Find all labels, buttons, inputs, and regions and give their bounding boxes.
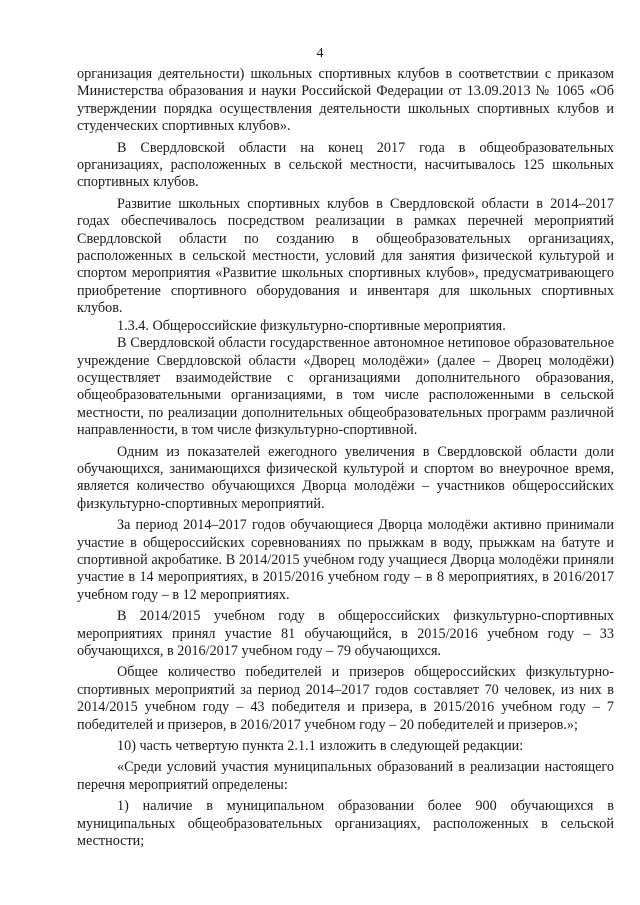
paragraph: В 2014/2015 учебном году в общероссийских физкультурно-спортивных мероприятиях принял участие 81 обучающийся, в 2015/2016 учебном году – 33 обучающихся, в 2016/2017 учебном году – 79 обучающихся. [77,608,614,659]
page-number: 4 [316,46,324,61]
amendment-item: 10) часть четвертую пункта 2.1.1 изложить в следующей редакции: [117,738,524,755]
quoted-paragraph: «Среди условий участия муниципальных образований в реализации настоящего перечня мероприятий определены: [77,759,614,793]
paragraph: Развитие школьных спортивных клубов в Свердловской области в 2014–2017 годах обеспечивалось посредством реализации в рамках перечней мероприятий Свердловской области по созданию в общеобразовательных организациях, расположенных в сельской местности, условий для занятия физической культурой и спортом мероприятия «Развитие школьных спортивных клубов», предусматривающего приобретение спортивного оборудования и инвентаря для школьных спортивных клубов. [77,195,614,317]
section-heading: 1.3.4. Общероссийские физкультурно-спортивные мероприятия. [117,317,506,334]
paragraph: Общее количество победителей и призеров общероссийских физкультурно-спортивных мероприятий за период 2014–2017 годов составляет 70 человек, из них в 2014/2015 учебном году – 43 победителя и призера, в 2015/2016 учебном году – 7 победителей и призеров, в 2016/2017 учебном году – 20 победителей и призеров.»; [77,664,614,733]
paragraph: В Свердловской области на конец 2017 года в общеобразовательных организациях, расположенных в сельской местности, насчитывалось 125 школьных спортивных клубов. [77,139,614,191]
list-item: 1) наличие в муниципальном образовании более 900 обучающихся в муниципальных общеобразовательных организациях, расположенных в сельской местности; [77,798,614,850]
paragraph: организация деятельности) школьных спортивных клубов в соответствии с приказом Министерства образования и науки Российской Федерации от 13.09.2013 № 1065 «Об утверждении порядка осуществления деятельности школьных спортивных клубов и студенческих спортивных клубов». [77,66,614,135]
paragraph: В Свердловской области государственное автономное нетиповое образовательное учреждение Свердловской области «Дворец молодёжи» (далее – Дворец молодёжи) осуществляет взаимодействие с организациями дополнительного образования, общеобразовательными организациями, в том числе расположенными в сельской местности, по реализации дополнительных общеобразовательных программ различной направленности, в том числе физкультурно-спортивной. [77,335,614,439]
paragraph: Одним из показателей ежегодного увеличения в Свердловской области доли обучающихся, занимающихся физической культурой и спортом во внеурочное время, является количество обучающихся Дворца молодёжи – участников общероссийских физкультурно-спортивных мероприятий. [77,443,614,512]
paragraph: За период 2014–2017 годов обучающиеся Дворца молодёжи активно принимали участие в общероссийских соревнованиях по прыжкам в воду, прыжкам на батуте и спортивной акробатике. В 2014/2015 учебном году учащиеся Дворца молодёжи приняли участие в 14 мероприятиях, в 2015/2016 учебном году – в 8 мероприятиях, в 2016/2017 учебном году – в 12 мероприятиях. [77,517,614,603]
document-body [77,66,614,850]
